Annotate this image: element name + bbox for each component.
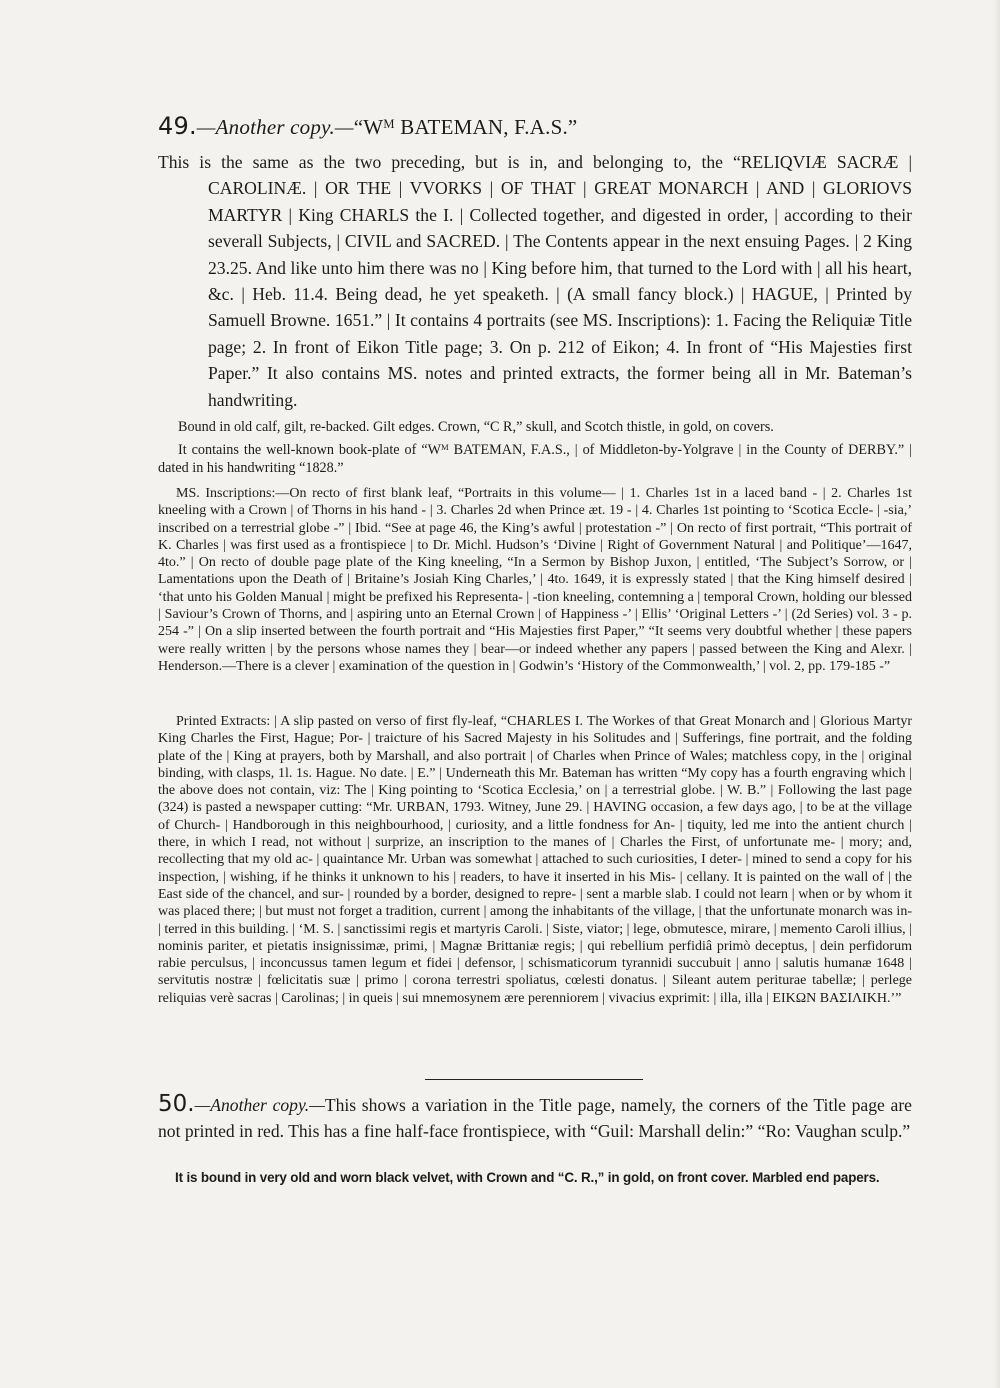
binding-note: Bound in old calf, gilt, re-backed. Gilt edges. Crown, “C R,” skull, and Scotch thistle, in gold, on covers. [178, 419, 774, 435]
entry-label: —Another copy.— [196, 115, 354, 139]
entry-50-block [158, 1091, 912, 1144]
entry-number: 49. [158, 112, 197, 140]
bookplate-note: It contains the well-known book-plate of “Wᴹ BATEMAN, F.A.S., | of Middleton-by-Yolgrave | in the County of DERBY.” | dated in his handwriting “1828.” [158, 442, 912, 476]
section-divider [425, 1079, 643, 1080]
printed-extracts-paragraph: Printed Extracts: | A slip pasted on verso of first fly-leaf, “CHARLES I. The Workes of that Great Monarch and | Glorious Martyr King Charles the First, Hague; Por- | traicture of his Sacred Majesty in his Solitudes and | Sufferings, fine portrait, and the folding plate of the | King at prayers, both by Marshall, and also portrait | of Charles when Prince of Wales; matchless copy, in the | original binding, with clasps, 1l. 1s. Hague. No date. | E.” | Underneath this Mr. Bateman has written “My copy has a fourth engraving which | the above does not contain, viz: The | King pointing to ‘Scotica Ecclesia,’ on | a terrestrial globe. | W. B.” | Following the last page (324) is pasted a newspaper cutting: “Mr. URBAN, 1793. Witney, June 29. | HAVING occasion, a few days ago, | to be at the village of Church- | Handborough in this neighbourhood, | curiosity, and a little fondness for An- | tiquity, led me into the antient church | there, in which I read, not without | surprize, an inscription to the manes of | Charles the First, of unfortunate me- | mory; and, recollecting that my old ac- | quaintance Mr. Urban was somewhat | attached to such curiosities, I deter- | mined to send a copy for his inspection, | wishing, if he thinks it unknown to his | readers, to have it inserted in his Mis- | cellany. It is painted on the wall of | the East side of the chancel, and sur- | rounded by a border, designed to repre- | sent a marble slab. I could not learn | when or by whom it was placed there; | but must not forget a tradition, current | among the inhabitants of the village, | that the unfortunate monarch was in- | terred in this building. | ‘M. S. | sanctissimi regis et martyris Caroli. | Siste, viator; | lege, obmutesce, mirare, | memento Caroli illius, | nominis pariter, et pietatis insignissimæ, primi, | Magnæ Brittaniæ regis; | qui rebellium perfidiâ primò deceptus, | dein perfidorum rabie perculsus, | inconcussus tamen legum et fidei | defensor, | schismaticorum tyrannidi succubuit | anno | salutis humanæ 1648 | servitutis nostræ | fœlicitatis suæ | primo | corona terrestri spoliatus, cœlesti donatus. | Sileant autem periturae tabellæ; | perlege reliquias verè sacras | Carolinas; | in queis | sui mnemosynem ære perenniorem | vivacius exprimit: | illa, illa | ΕΙΚΩΝ ΒΑΣΙΛΙΚΗ.’” [158, 714, 912, 1006]
entry-number: 50. [158, 1091, 195, 1117]
entry-50-binding-note: It is bound in very old and worn black velvet, with Crown and “C. R.,” in gold, on front cover. Marbled end papers. [175, 1170, 880, 1185]
entry-50-description: This shows a variation in the Title page, namely, the corners of the Title page are not printed in red. This has a fine half-face frontispiece, with “Guil: Marshall delin:” “Ro: Vaughan sculp.” [158, 1095, 912, 1141]
ms-inscriptions-paragraph: MS. Inscriptions:—On recto of first blank leaf, “Portraits in this volume— | 1. Charles 1st in a laced band - | 2. Charles 1st kneeling with a Crown | of Thorns in his hand - | 3. Charles 2d when Prince æt. 19 - | 4. Charles 1st pointing to ‘Scotica Eccle- | -sia,’ inscribed on a terrestrial globe -” | Ibid. “See at page 46, the King’s awful | protestation -” | On recto of first portrait, “This portrait of K. Charles | was first used as a frontispiece | to Dr. Michl. Hudson’s ‘Divine | Right of Government Natural | and Politique’—1647, 4to.” | On recto of double page plate of the King kneeling, “In a Sermon by Bishop Juxon, | entitled, ‘The Subject’s Sorrow, or | Lamentations upon the Death of | Britaine’s Josiah King Charles,’ | 4to. 1649, it is expressly stated | that the King himself desired | ‘that unto his Golden Manual | might be prefixed his Representa- | -tion kneeling, contemning a | temporal Crown, holding our blessed | Saviour’s Crown of Thorns, and | aspiring unto an Eternal Crown | of Happiness -’ | Ellis’ ‘Original Letters -’ | (2d Series) vol. 3 - p. 254 -” | On a slip inserted between the fourth portrait and “His Majesties first Paper,” “It seems very doubtful whether | these papers were really written | by the persons whose names they | bear—or indeed whether any papers | passed between the King and Alexr. | Henderson.—There is a clever | examination of the question in | Godwin’s ‘History of the Commonwealth,’ | vol. 2, pp. 179-185 -” [158, 486, 912, 674]
entry-owner: “Wᴹ BATEMAN, F.A.S.” [353, 115, 578, 139]
entry-49-description: This is the same as the two preceding, but is in, and belonging to, the “RELIQVIÆ SACRÆ | CAROLINÆ. | OR THE | VVORKS | OF THAT | GREAT MONARCH | AND | GLORIOVS MARTYR | King CHARLS the I. | Collected together, and digested in order, | according to their severall Subjects, | CIVIL and SACRED. | The Contents appear in the next ensuing Pages. | 2 King 23.25. And like unto him there was no | King before him, that turned to the Lord with | all his heart, &c. | Heb. 11.4. Being dead, he yet speaketh. | (A small fancy block.) | HAGUE, | Printed by Samuell Browne. 1651.” | It contains 4 portraits (see MS. Inscriptions): 1. Facing the Reliquiæ Title page; 2. In front of Eikon Title page; 3. On p. 212 of Eikon; 4. In front of “His Majesties first Paper.” It also contains MS. notes and printed extracts, the former being all in Mr. Bateman’s handwriting. [158, 152, 912, 410]
entry-label: —Another copy.— [194, 1095, 325, 1115]
entry-49-heading [158, 112, 577, 140]
page-edge-shadow [994, 0, 1000, 1388]
entry-49-description-block [158, 149, 912, 413]
